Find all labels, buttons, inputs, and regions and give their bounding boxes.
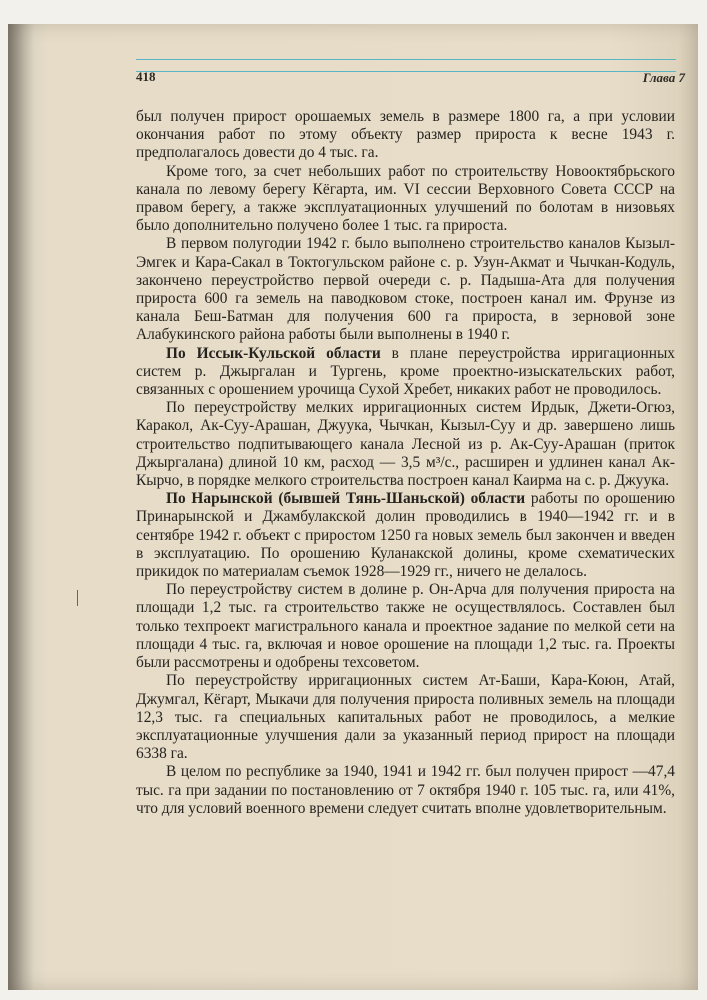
paragraph <box>136 399 675 490</box>
paragraph <box>136 763 675 818</box>
margin-mark <box>77 590 78 606</box>
paragraph-text: работы по орошению Принарынской и Джамбулакской долин проводились в 1940—1942 гг. и в сентябре 1942 г. объект с приростом 1250 га новых земель был закончен и введен в эксплуатацию. По орошению Куланакской долины, кроме схематических прикидок по материалам съемок 1928—1929 гг., ничего не делалось. <box>136 490 675 581</box>
paragraph <box>136 672 675 763</box>
paragraph-text: В первом полугодии 1942 г. было выполнено строительство каналов Кызыл-Эмгек и Кара-Сакал в Токтогульском районе с. р. Узун-Акмат и Чычкан-Кодуль, закончено переустройство первой очереди с. р. Падыша-Ата для получения прироста 600 га земель на паводковом стоке, построен канал им. Фрунзе из канала Беш-Батман для получения 600 га прироста, в зерновой зоне Алабукинского района работы были выполнены в 1940 г. <box>136 235 675 344</box>
page-text <box>136 108 675 818</box>
paragraph-text: В целом по республике за 1940, 1941 и 1942 гг. был получен прирост —47,4 тыс. га при задании по постановлению от 7 октября 1940 г. 105 тыс. га, или 41%, что для условий военного времени следует считать вполне удовлетворительным. <box>136 763 675 817</box>
paragraph-text: в плане переустройства ирригационных систем р. Джыргалан и Тургень, кроме проектно-изыскательских работ, связанных с орошением урочища Сухой Хребет, никаких работ не проводилось. <box>136 344 675 399</box>
paragraph <box>136 108 675 163</box>
region-heading: По Иссык-Кульской области <box>166 344 381 362</box>
spine-shadow <box>8 24 34 990</box>
header-rule-bottom <box>136 71 676 72</box>
paragraph-text: По переустройству ирригационных систем Ат-Баши, Кара-Коюн, Атай, Джумгал, Кёгарт, Мыкачи для получения прироста поливных земель на площади 12,3 тыс. га специальных капитальных работ не проводилось, а мелкие эксплуатационные улучшения дали за указанный период прирост на площади 6338 га. <box>136 672 675 763</box>
paragraph-text: был получен прирост орошаемых земель в размере 1800 га, а при условии окончания работ по этому объекту размер прироста к весне 1943 г. предполагалось довести до 4 тыс. га. <box>136 108 675 162</box>
region-heading: По Нарынской (бывшей Тянь-Шаньской) области <box>166 490 526 508</box>
paragraph <box>136 163 675 236</box>
header-rule-top <box>136 59 676 60</box>
paragraph <box>136 490 675 581</box>
chapter-label: Глава 7 <box>642 70 685 85</box>
paragraph-text: Кроме того, за счет небольших работ по строительству Новооктябрьского канала по левому берегу Кёгарта, им. VI сессии Верховного Совета СССР на правом берегу, а также эксплуатационных улучшений по болотам в низовьях было дополнительно получено более 1 тыс. га прироста. <box>136 162 675 235</box>
paragraph-text: По переустройству мелких ирригационных систем Ирдык, Джети-Огюз, Каракол, Ак-Суу-Арашан, Джуука, Чычкан, Кызыл-Суу и др. завершено лишь строительство подпитывающего канала Лесной из р. Ак-Суу-Арашан (приток Джыргалана) длиной 10 км, расход — 3,5 м³/с., расширен и удлинен канал Ак-Кырчо, в порядке мелкого строительства построен канал Каирма на с. р. Джуука. <box>136 399 675 490</box>
paragraph <box>136 345 675 400</box>
page-number: 418 <box>136 69 156 84</box>
paragraph <box>136 235 675 344</box>
paragraph-text: По переустройству систем в долине р. Он-Арча для получения прироста на площади 1,2 тыс. га строительство также не осуществлялось. Составлен был только техпроект магистрального канала и проектное задание по мелкой сети на площади 4 тыс. га, включая и новое орошение на площади 1,2 тыс. га. Проекты были рассмотрены и одобрены техсоветом. <box>136 581 675 672</box>
paragraph <box>136 581 675 672</box>
